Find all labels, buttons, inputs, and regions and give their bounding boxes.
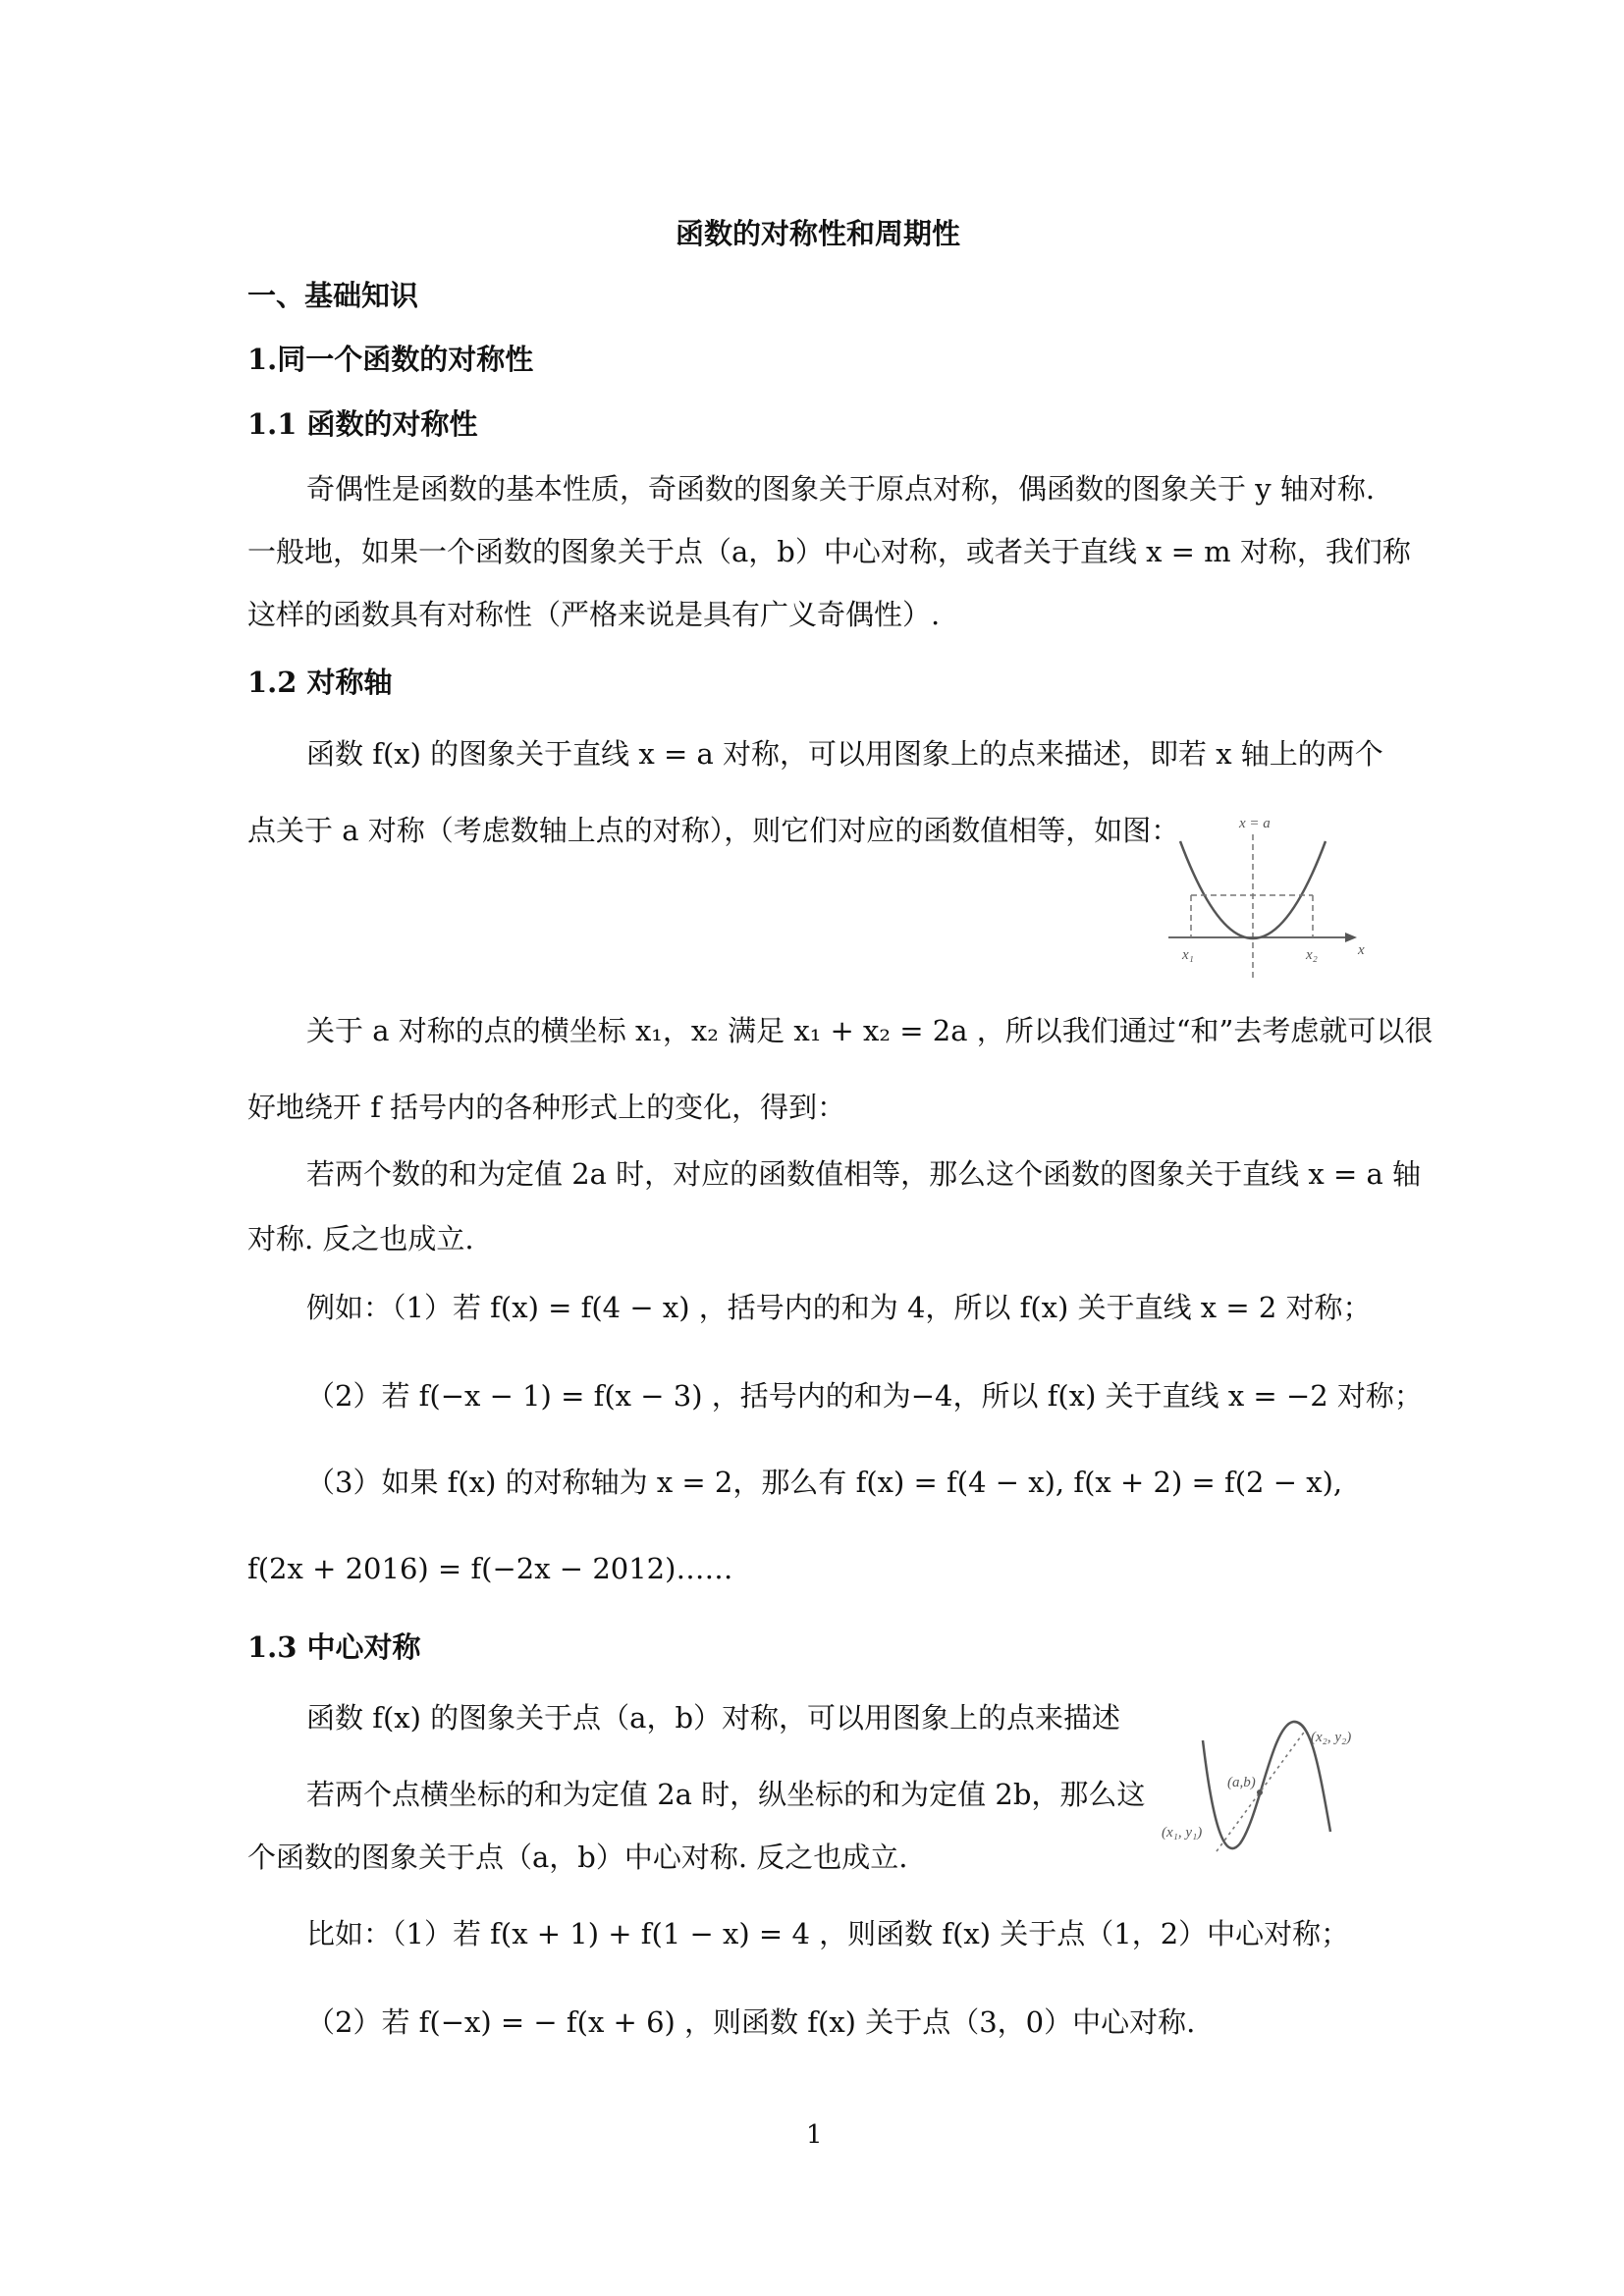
paragraph-6-line-1: 若两个点横坐标的和为定值 2a 时，纵坐标的和为定值 2b，那么这 (306, 1778, 1146, 1811)
heading-1-1: 1.1 函数的对称性 (247, 407, 478, 441)
page-title: 函数的对称性和周期性 (676, 217, 961, 250)
example-4: 比如：（1）若 f(x + 1) + f(1 − x) = 4 ，则函数 f(x) 关于点（1，2）中心对称； (306, 1917, 1350, 1950)
axis-symmetry-figure (1159, 810, 1375, 982)
heading-1-2: 1.2 对称轴 (247, 666, 393, 699)
paragraph-1-line-2: 一般地，如果一个函数的图象关于点（a，b）中心对称，或者关于直线 x = m 对称，我们称 (247, 535, 1411, 568)
paragraph-2-line-2: 点关于 a 对称（考虑数轴上点的对称），则它们对应的函数值相等，如图： (247, 814, 1180, 847)
paragraph-4-line-1: 若两个数的和为定值 2a 时，对应的函数值相等，那么这个函数的图象关于直线 x = a 轴 (306, 1157, 1421, 1191)
section-heading: 一、基础知识 (247, 279, 419, 312)
paragraph-6-line-2: 个函数的图象关于点（a，b）中心对称. 反之也成立. (247, 1841, 908, 1874)
paragraph-3-line-1: 关于 a 对称的点的横坐标 x₁，x₂ 满足 x₁ + x₂ = 2a ，所以我们通过“和”去考虑就可以很 (306, 1014, 1434, 1047)
figure-label-center: (a,b) (1227, 1775, 1256, 1790)
paragraph-1-line-1: 奇偶性是函数的基本性质，奇函数的图象关于原点对称，偶函数的图象关于 y 轴对称. (306, 472, 1376, 506)
example-1: 例如：（1）若 f(x) = f(4 − x) ，括号内的和为 4，所以 f(x) 关于直线 x = 2 对称； (306, 1291, 1372, 1324)
figure-label-x2: x₂ (1306, 947, 1318, 963)
page-number: 1 (806, 2120, 823, 2150)
example-2: （2）若 f(−x − 1) = f(x − 3) ，括号内的和为−4，所以 f(x) 关于直线 x = −2 对称； (306, 1379, 1423, 1413)
paragraph-4-line-2: 对称. 反之也成立. (247, 1222, 474, 1255)
figure-label-x-equals-a: x = a (1239, 816, 1271, 831)
center-symmetry-figure (1154, 1706, 1375, 1868)
example-3-line-1: （3）如果 f(x) 的对称轴为 x = 2，那么有 f(x) = f(4 − x), f(x + 2) = f(2 − x), (306, 1466, 1343, 1499)
figure-label-x1: x₁ (1182, 947, 1194, 963)
paragraph-3-line-2: 好地绕开 f 括号内的各种形式上的变化，得到： (247, 1091, 846, 1124)
figure-label-point-1: (x₁, y₁) (1162, 1825, 1203, 1841)
paragraph-5-line-1: 函数 f(x) 的图象关于点（a，b）对称，可以用图象上的点来描述 (306, 1701, 1121, 1735)
paragraph-1-line-3: 这样的函数具有对称性（严格来说是具有广义奇偶性）. (247, 598, 941, 631)
figure-label-point-2: (x₂, y₂) (1311, 1730, 1352, 1745)
figure-label-x-axis: x (1358, 942, 1365, 958)
paragraph-2-line-1: 函数 f(x) 的图象关于直线 x = a 对称，可以用图象上的点来描述，即若 x 轴上的两个 (306, 737, 1383, 771)
example-3-line-2: f(2x + 2016) = f(−2x − 2012)…… (247, 1552, 733, 1585)
heading-1-3: 1.3 中心对称 (247, 1630, 421, 1664)
example-5: （2）若 f(−x) = − f(x + 6) ，则函数 f(x) 关于点（3，0）中心对称. (306, 2005, 1196, 2039)
heading-1: 1.同一个函数的对称性 (247, 343, 534, 376)
